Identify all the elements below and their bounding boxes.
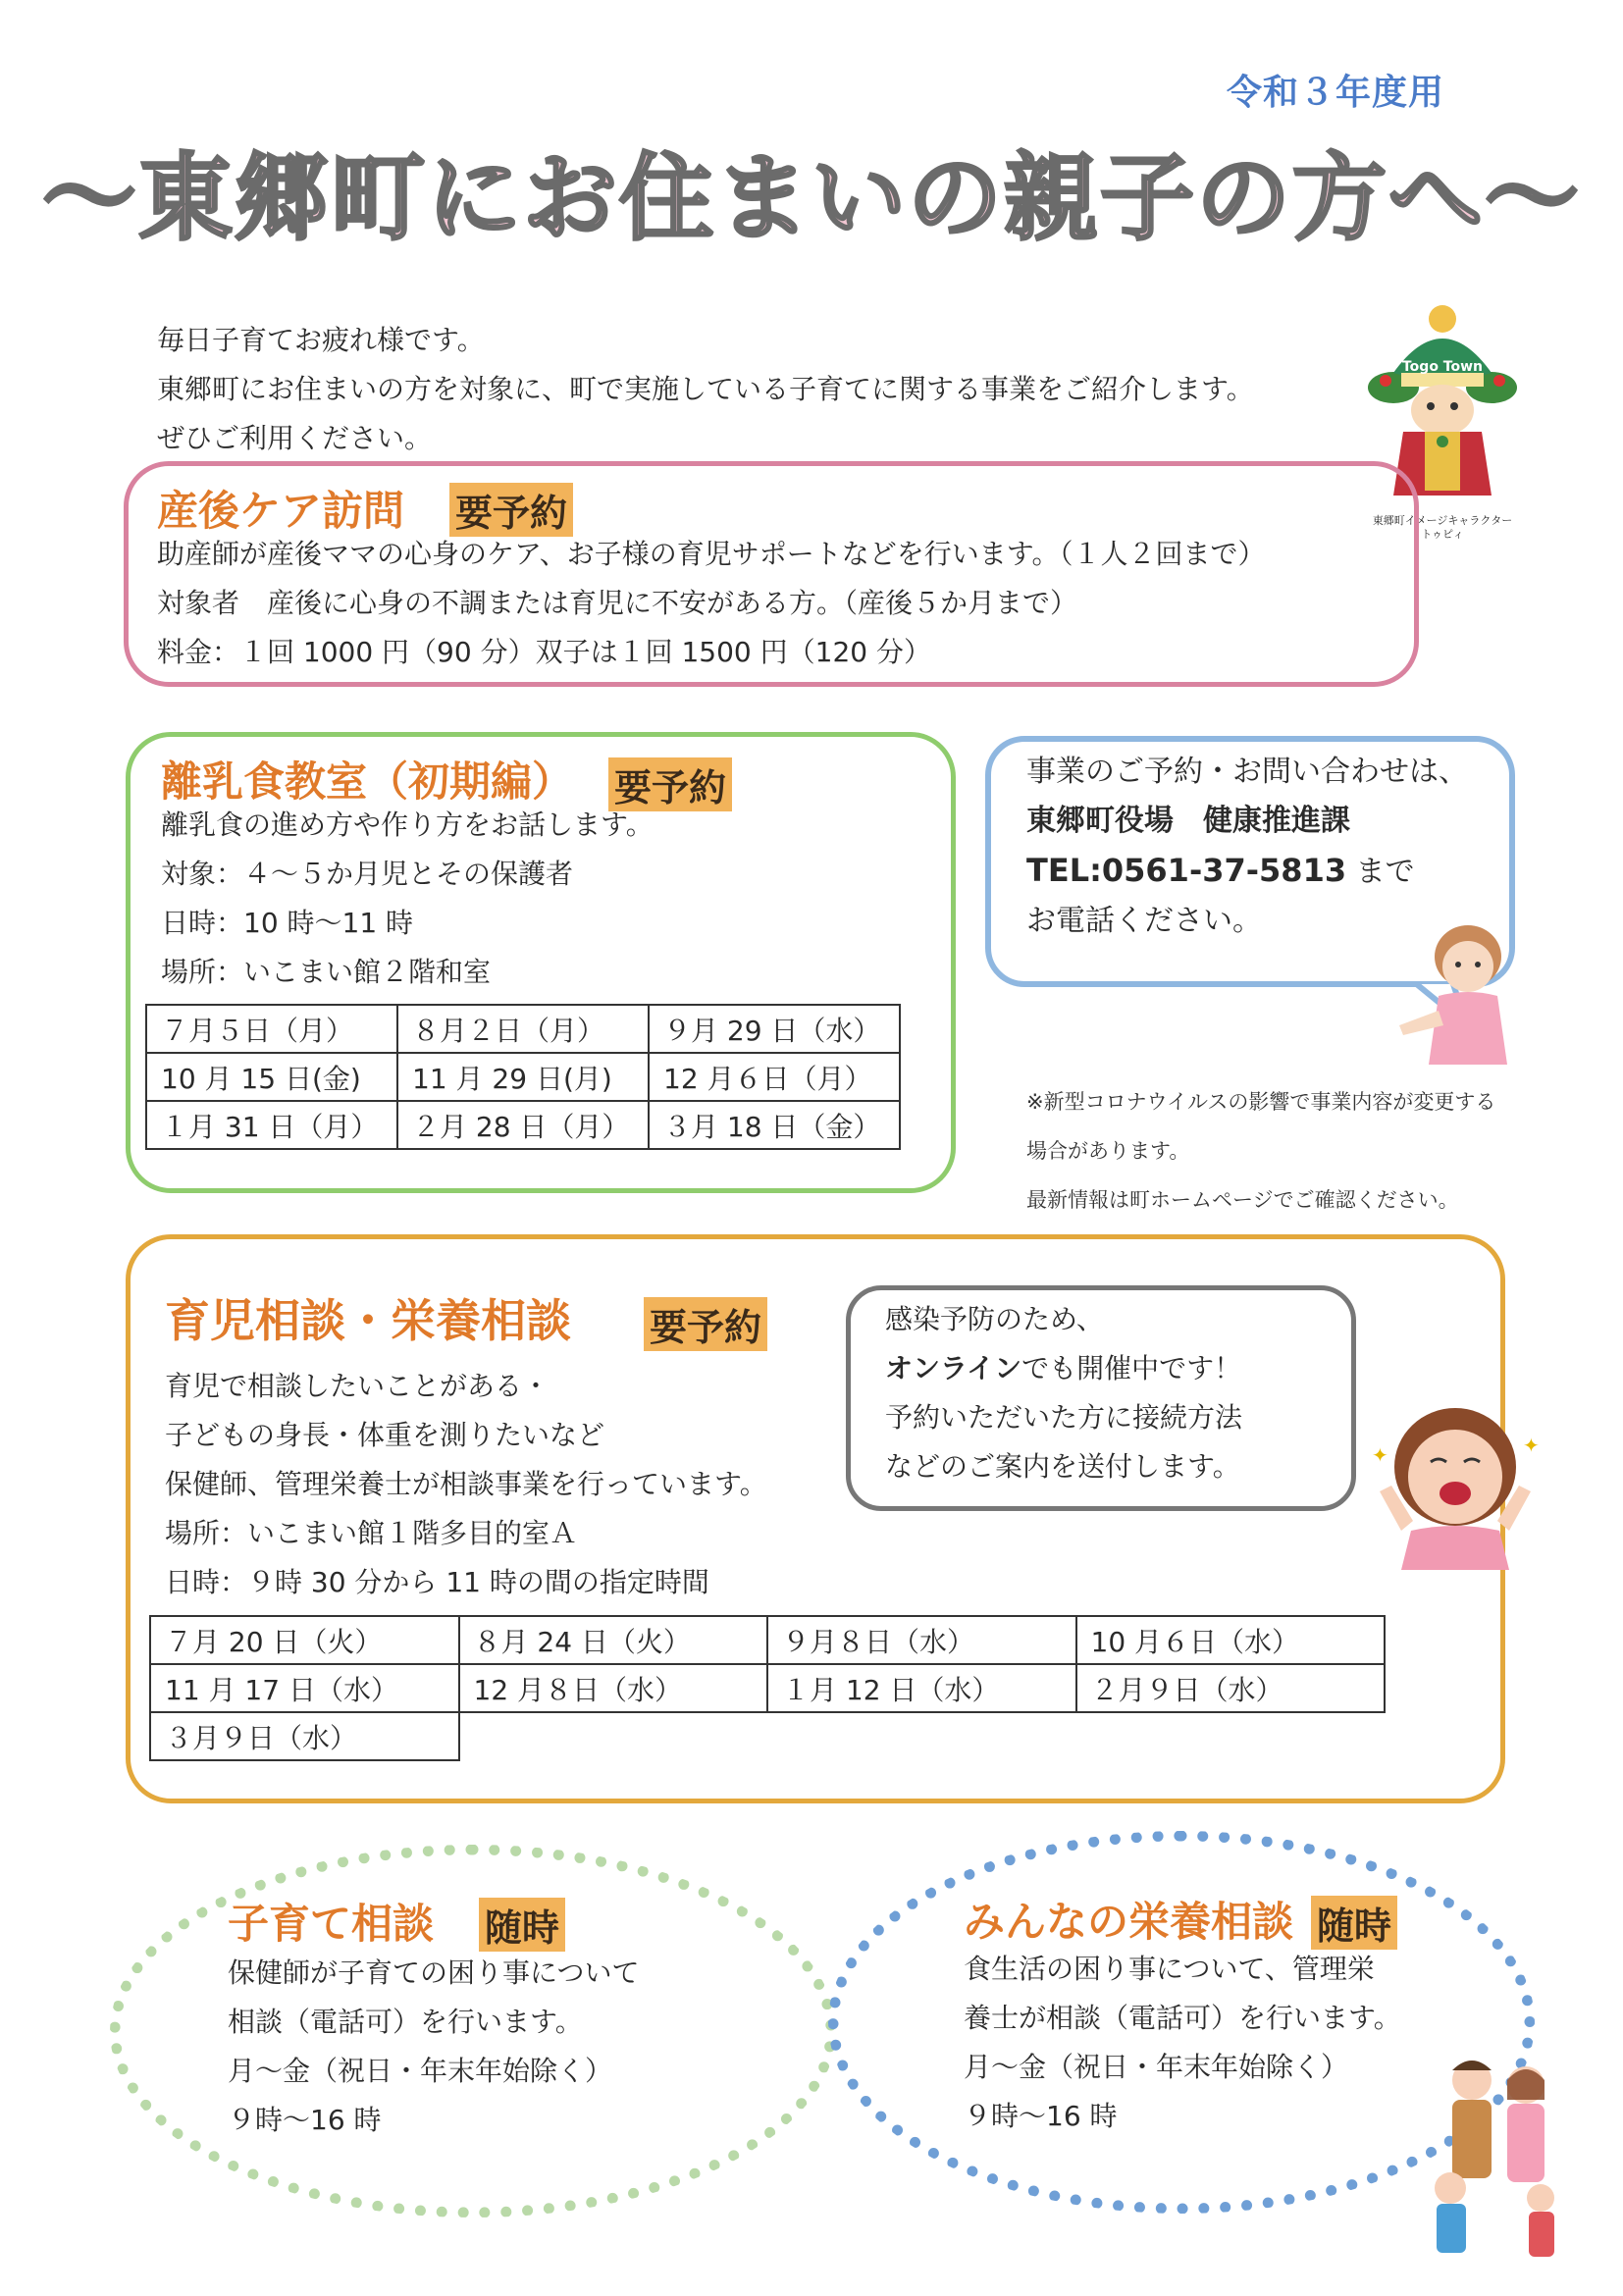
mascot-hat-text: Togo Town bbox=[1401, 359, 1484, 375]
intro-text bbox=[157, 316, 1254, 463]
weaning-schedule-table bbox=[145, 1004, 901, 1150]
happy-woman-illustration-icon bbox=[1362, 1383, 1548, 1570]
table-row bbox=[150, 1616, 1385, 1664]
page-title: ～東郷町にお住まいの親子の方へ～ bbox=[42, 143, 1581, 253]
table-cell: 12 月８日（水） bbox=[459, 1664, 768, 1712]
table-row bbox=[150, 1664, 1385, 1712]
table-cell: ８月２日（月） bbox=[397, 1005, 649, 1053]
nutrition-title: みんなの栄養相談 bbox=[964, 1898, 1294, 1946]
table-cell: 12 月６日（月） bbox=[649, 1053, 900, 1101]
table-cell: ２月９日（水） bbox=[1076, 1664, 1386, 1712]
intro-line-2: 東郷町にお住まいの方を対象に、町で実施している子育てに関する事業をご紹介します。 bbox=[157, 373, 1254, 405]
weaning-title: 離乳食教室（初期編） bbox=[161, 757, 574, 806]
weaning-details: 離乳食の進め方や作り方をお話します。 対象：４～５か月児とその保護者 日時：10 時～11 時 場所：いこまい館２階和室 bbox=[161, 809, 654, 988]
table-row bbox=[146, 1053, 900, 1101]
nutrition-details: 食生活の困り事について、管理栄 養士が相談（電話可）を行います。 月～金（祝日・年末年始除く） ９時～16 時 bbox=[964, 1953, 1401, 2132]
online-info: 感染予防のため、 オンラインでも開催中です！ 予約いただいた方に接続方法 などのご案内を送付します。 bbox=[885, 1303, 1243, 1483]
mascot-caption: 東郷町イメージキャラクター トゥピィ bbox=[1372, 514, 1513, 541]
table-cell: ７月５日（月） bbox=[146, 1005, 397, 1053]
postpartum-details: 助産師が産後ママの心身のケア、お子様の育児サポートなどを行います。（１人２回まで） 対象者 産後に心身の不調または育児に不安がある方。（産後５か月まで） 料金：１回 1000 円（90 分）双子は１回 1500 円（120 分） bbox=[157, 538, 1266, 668]
svg-text:✦: ✦ bbox=[1523, 1434, 1540, 1457]
table-cell: ７月 20 日（火） bbox=[150, 1616, 459, 1664]
table-row bbox=[150, 1712, 1385, 1760]
consultation-schedule-table bbox=[149, 1615, 1386, 1761]
childcare-anytime-tag: 随時 bbox=[479, 1898, 565, 1952]
weaning-reservation-tag: 要予約 bbox=[608, 757, 732, 811]
covid-notice: ※新型コロナウイルスの影響で事業内容が変更する 場合があります。 最新情報は町ホームページでご確認ください。 bbox=[1026, 1090, 1496, 1212]
consultation-details: 育児で相談したいことがある・ 子どもの身長・体重を測りたいなど 保健師、管理栄養士が相談事業を行っています。 場所：いこまい館１階多目的室Ａ 日時：９時 30 分から 11 時の間の指定時間 bbox=[165, 1370, 767, 1598]
table-cell: 10 月６日（水） bbox=[1076, 1616, 1386, 1664]
table-row bbox=[146, 1005, 900, 1053]
table-cell: 11 月 29 日(月) bbox=[397, 1053, 649, 1101]
table-row bbox=[146, 1101, 900, 1149]
table-cell: １月 12 日（水） bbox=[767, 1664, 1076, 1712]
table-cell: １月 31 日（月） bbox=[146, 1101, 397, 1149]
svg-text:✦: ✦ bbox=[1372, 1443, 1388, 1467]
intro-line-1: 毎日子育てお疲れ様です。 bbox=[157, 324, 485, 356]
postpartum-title: 産後ケア訪問 bbox=[157, 487, 405, 535]
table-cell: ３月 18 日（金） bbox=[649, 1101, 900, 1149]
intro-line-3: ぜひご利用ください。 bbox=[157, 422, 433, 454]
nutrition-anytime-tag: 随時 bbox=[1311, 1896, 1397, 1950]
postpartum-reservation-tag: 要予約 bbox=[449, 483, 573, 537]
table-cell: ２月 28 日（月） bbox=[397, 1101, 649, 1149]
table-cell: ９月 29 日（水） bbox=[649, 1005, 900, 1053]
table-cell: 10 月 15 日(金) bbox=[146, 1053, 397, 1101]
consultation-reservation-tag: 要予約 bbox=[644, 1297, 767, 1351]
table-cell: ８月 24 日（火） bbox=[459, 1616, 768, 1664]
year-label: 令和３年度用 bbox=[1227, 73, 1445, 113]
contact-phone[interactable]: TEL:0561-37-5813 bbox=[1026, 852, 1347, 889]
family-illustration-icon bbox=[1413, 2041, 1580, 2267]
woman-illustration-icon bbox=[1389, 917, 1527, 1065]
table-cell: ３月９日（水） bbox=[150, 1712, 459, 1760]
contact-info: 事業のご予約・お問い合わせは、 東郷町役場 健康推進課 TEL:0561-37-5813 まで お電話ください。 bbox=[1026, 755, 1468, 938]
table-cell: ９月８日（水） bbox=[767, 1616, 1076, 1664]
childcare-title: 子育て相談 bbox=[228, 1900, 435, 1948]
consultation-title: 育児相談・栄養相談 bbox=[165, 1294, 571, 1347]
table-cell: 11 月 17 日（水） bbox=[150, 1664, 459, 1712]
childcare-details: 保健師が子育ての困り事について 相談（電話可）を行います。 月～金（祝日・年末年始除く） ９時～16 時 bbox=[228, 1957, 640, 2136]
